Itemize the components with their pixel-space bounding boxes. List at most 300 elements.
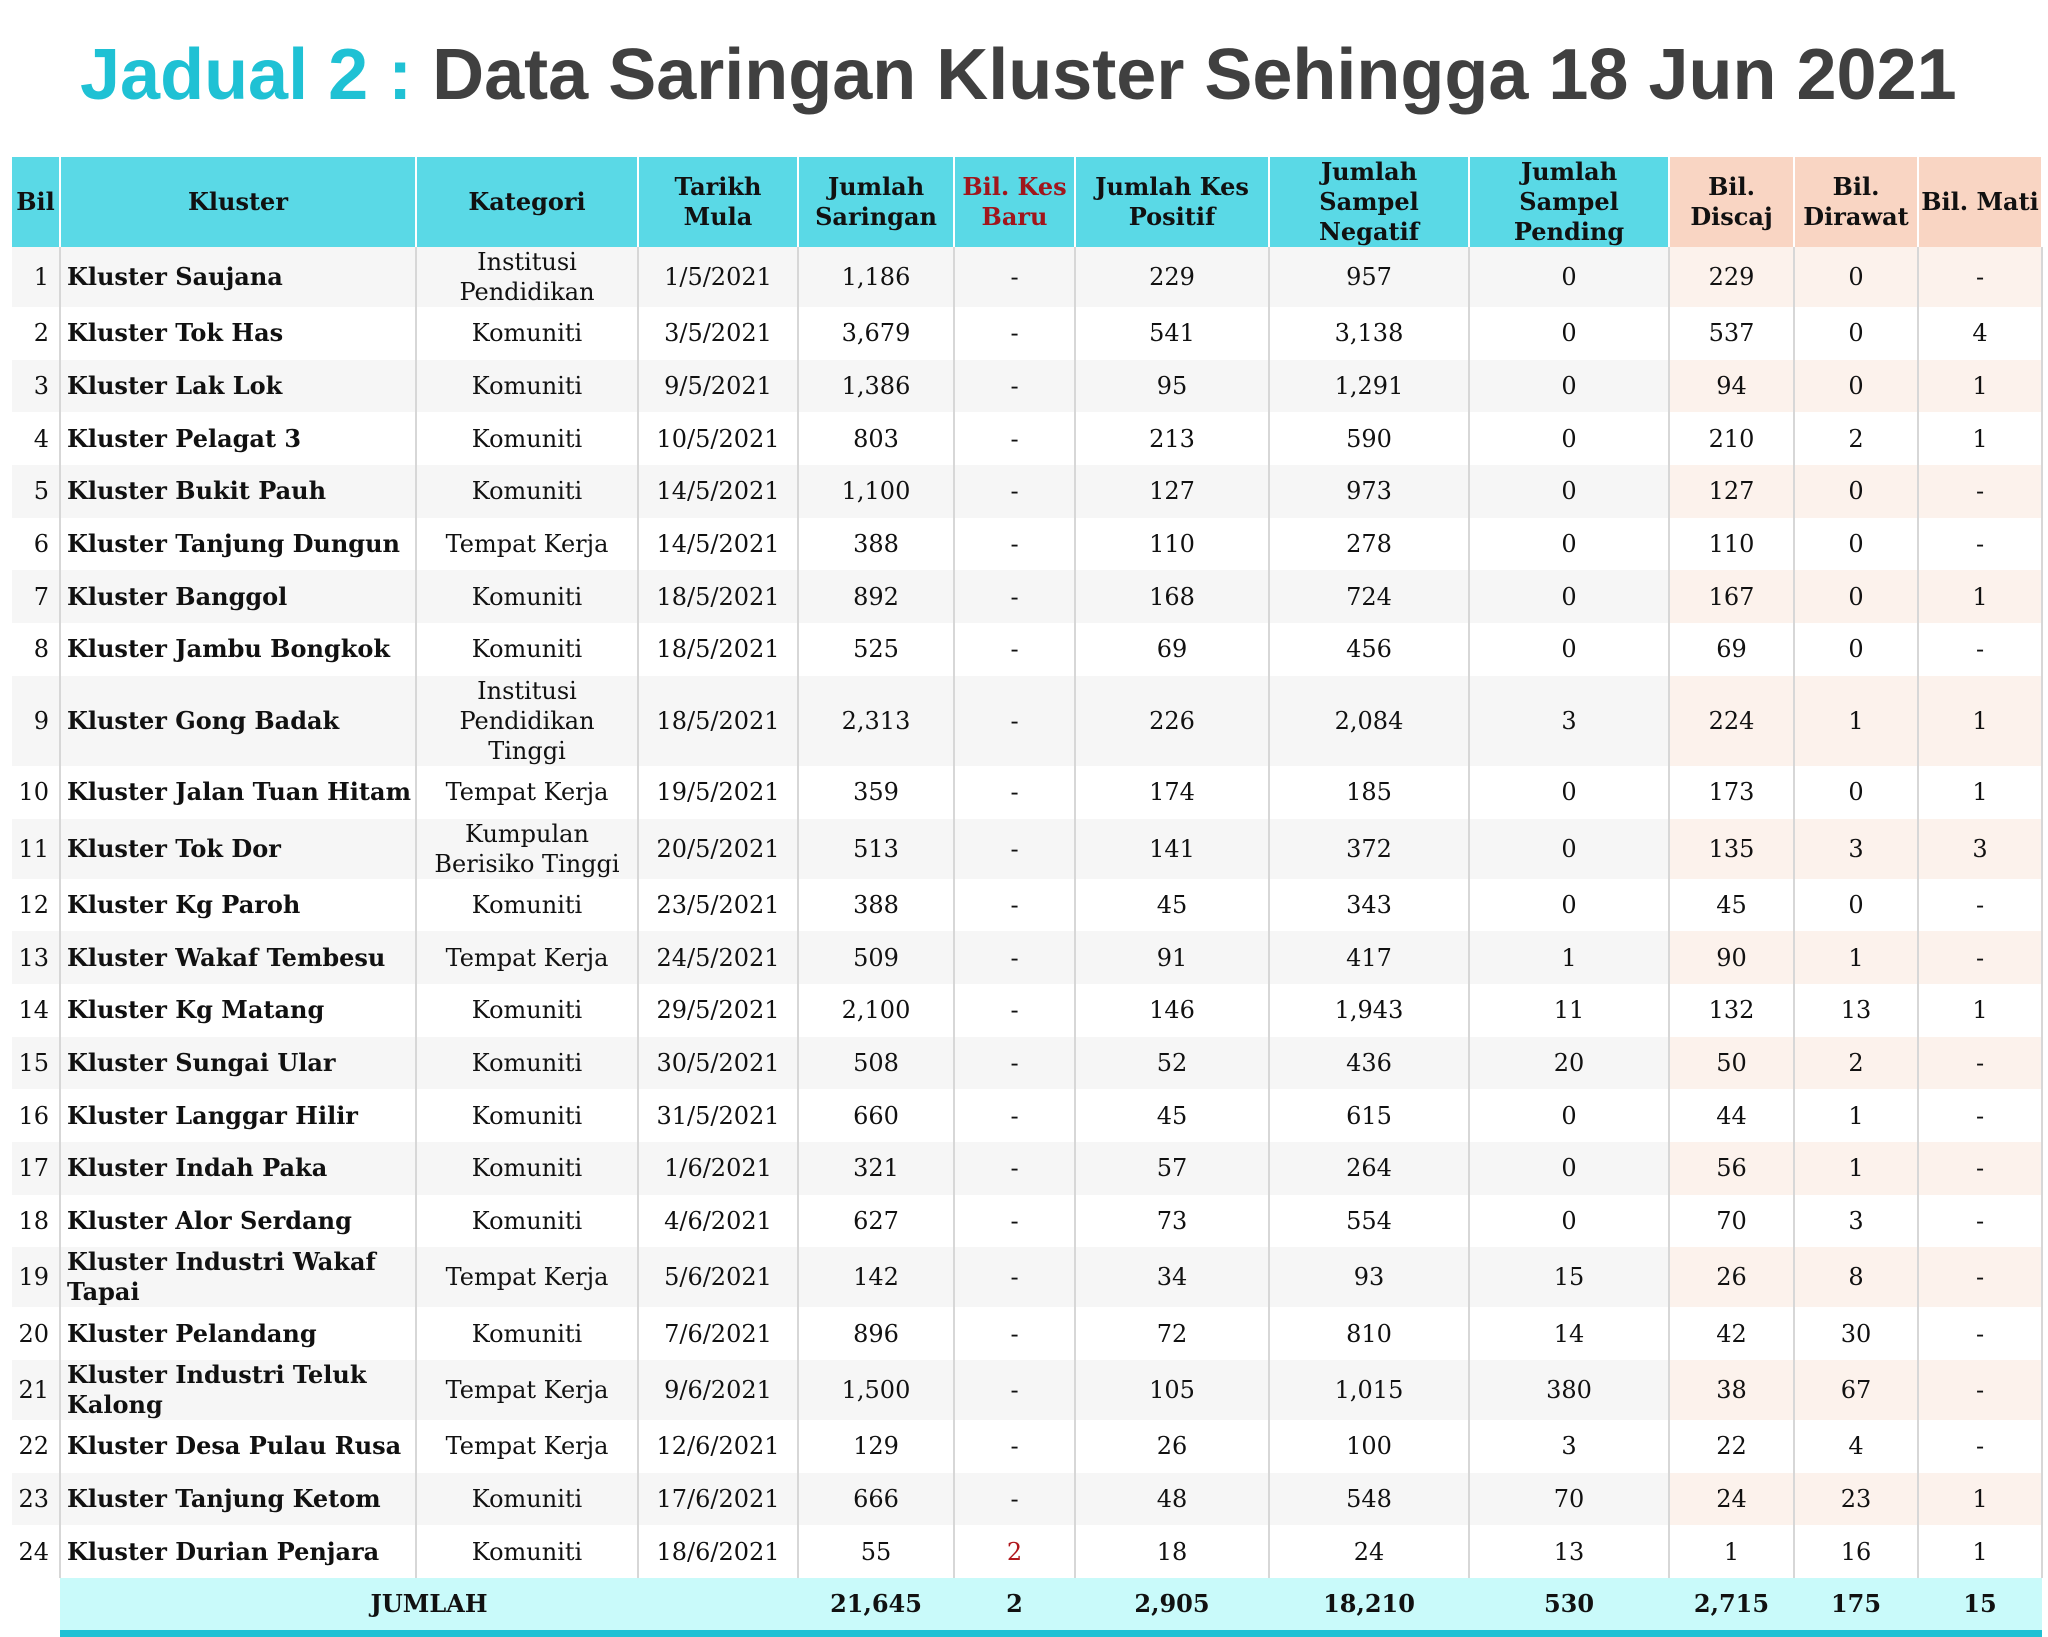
cell-tarikh: 9/6/2021 [638, 1360, 798, 1420]
cell-kes-baru: - [954, 766, 1075, 819]
cell-kategori: Komuniti [416, 1142, 638, 1195]
cell-kes-baru: - [954, 247, 1075, 307]
cell-kes-baru: - [954, 984, 1075, 1037]
cell-saringan: 129 [798, 1420, 954, 1473]
cell-negatif: 973 [1269, 465, 1469, 518]
cell-pending: 70 [1469, 1473, 1669, 1526]
cell-pending: 15 [1469, 1247, 1669, 1307]
cell-dirawat: 2 [1794, 1037, 1918, 1090]
cell-bil: 22 [12, 1420, 60, 1473]
cell-kluster: Kluster Tanjung Dungun [60, 518, 416, 571]
cell-positif: 168 [1075, 570, 1269, 623]
cell-kes-baru: - [954, 1142, 1075, 1195]
cell-discaj: 94 [1669, 360, 1794, 413]
cell-pending: 0 [1469, 518, 1669, 571]
col-header-kluster: Kluster [60, 157, 416, 247]
cell-kluster: Kluster Tanjung Ketom [60, 1473, 416, 1526]
total-negatif: 18,210 [1269, 1578, 1469, 1634]
cell-kategori: Komuniti [416, 879, 638, 932]
cell-kategori: Institusi Pendidikan Tinggi [416, 676, 638, 766]
cell-negatif: 615 [1269, 1089, 1469, 1142]
table-row [12, 1195, 2042, 1248]
cell-kluster: Kluster Industri Wakaf Tapai [60, 1247, 416, 1307]
cell-dirawat: 1 [1794, 676, 1918, 766]
table-row [12, 412, 2042, 465]
cell-pending: 0 [1469, 819, 1669, 879]
table-row [12, 879, 2042, 932]
cell-kategori: Komuniti [416, 1525, 638, 1578]
cell-kluster: Kluster Banggol [60, 570, 416, 623]
page-title [80, 30, 1957, 120]
cell-tarikh: 14/5/2021 [638, 518, 798, 571]
cell-discaj: 50 [1669, 1037, 1794, 1090]
cell-positif: 127 [1075, 465, 1269, 518]
cell-discaj: 56 [1669, 1142, 1794, 1195]
cell-negatif: 24 [1269, 1525, 1469, 1578]
cell-saringan: 892 [798, 570, 954, 623]
cell-saringan: 896 [798, 1307, 954, 1360]
cell-kes-baru: - [954, 307, 1075, 360]
cell-saringan: 388 [798, 879, 954, 932]
cell-discaj: 22 [1669, 1420, 1794, 1473]
cell-bil: 1 [12, 247, 60, 307]
cell-tarikh: 23/5/2021 [638, 879, 798, 932]
cell-pending: 0 [1469, 247, 1669, 307]
cell-positif: 146 [1075, 984, 1269, 1037]
cell-pending: 0 [1469, 623, 1669, 676]
cluster-table [12, 157, 2043, 1637]
cell-dirawat: 0 [1794, 766, 1918, 819]
cell-mati: 1 [1918, 412, 2042, 465]
cell-kategori: Tempat Kerja [416, 1420, 638, 1473]
cell-kluster: Kluster Indah Paka [60, 1142, 416, 1195]
table-row [12, 247, 2042, 307]
cell-positif: 45 [1075, 1089, 1269, 1142]
cell-kluster: Kluster Tok Dor [60, 819, 416, 879]
cell-negatif: 2,084 [1269, 676, 1469, 766]
cell-dirawat: 0 [1794, 247, 1918, 307]
cell-pending: 0 [1469, 360, 1669, 413]
cell-bil: 7 [12, 570, 60, 623]
cell-kluster: Kluster Desa Pulau Rusa [60, 1420, 416, 1473]
cell-kluster: Kluster Gong Badak [60, 676, 416, 766]
total-positif: 2,905 [1075, 1578, 1269, 1634]
cell-dirawat: 2 [1794, 412, 1918, 465]
cell-kes-baru: - [954, 819, 1075, 879]
cell-negatif: 1,291 [1269, 360, 1469, 413]
cell-positif: 48 [1075, 1473, 1269, 1526]
cell-bil: 12 [12, 879, 60, 932]
cell-pending: 0 [1469, 879, 1669, 932]
cell-discaj: 132 [1669, 984, 1794, 1037]
col-header-saringan: Jumlah Saringan [798, 157, 954, 247]
cell-discaj: 26 [1669, 1247, 1794, 1307]
cell-kluster: Kluster Saujana [60, 247, 416, 307]
cell-mati: - [1918, 1360, 2042, 1420]
cell-tarikh: 7/6/2021 [638, 1307, 798, 1360]
cell-kes-baru: - [954, 1247, 1075, 1307]
cell-dirawat: 67 [1794, 1360, 1918, 1420]
cell-discaj: 45 [1669, 879, 1794, 932]
cell-positif: 141 [1075, 819, 1269, 879]
cell-discaj: 70 [1669, 1195, 1794, 1248]
total-discaj: 2,715 [1669, 1578, 1794, 1634]
cell-kategori: Tempat Kerja [416, 518, 638, 571]
cell-bil: 23 [12, 1473, 60, 1526]
cell-mati: - [1918, 518, 2042, 571]
cell-kes-baru: - [954, 465, 1075, 518]
table-row [12, 1037, 2042, 1090]
cell-tarikh: 14/5/2021 [638, 465, 798, 518]
cell-dirawat: 3 [1794, 819, 1918, 879]
cell-discaj: 90 [1669, 931, 1794, 984]
cell-tarikh: 29/5/2021 [638, 984, 798, 1037]
cell-dirawat: 16 [1794, 1525, 1918, 1578]
cell-tarikh: 12/6/2021 [638, 1420, 798, 1473]
cell-kluster: Kluster Kg Matang [60, 984, 416, 1037]
cell-bil: 16 [12, 1089, 60, 1142]
cell-positif: 226 [1075, 676, 1269, 766]
cell-bil: 11 [12, 819, 60, 879]
table-row [12, 465, 2042, 518]
cell-negatif: 724 [1269, 570, 1469, 623]
cell-discaj: 127 [1669, 465, 1794, 518]
cell-saringan: 2,100 [798, 984, 954, 1037]
table-row [12, 984, 2042, 1037]
cell-kategori: Komuniti [416, 412, 638, 465]
cell-pending: 0 [1469, 1195, 1669, 1248]
table-row [12, 570, 2042, 623]
cell-saringan: 359 [798, 766, 954, 819]
cell-positif: 18 [1075, 1525, 1269, 1578]
table-row [12, 1247, 2042, 1307]
cell-dirawat: 1 [1794, 931, 1918, 984]
cell-saringan: 2,313 [798, 676, 954, 766]
cell-positif: 174 [1075, 766, 1269, 819]
cell-kluster: Kluster Wakaf Tembesu [60, 931, 416, 984]
cell-mati: - [1918, 1420, 2042, 1473]
cell-dirawat: 23 [1794, 1473, 1918, 1526]
cell-discaj: 110 [1669, 518, 1794, 571]
cell-mati: 1 [1918, 676, 2042, 766]
cell-bil: 9 [12, 676, 60, 766]
cell-kategori: Komuniti [416, 465, 638, 518]
col-header-negatif: Jumlah Sampel Negatif [1269, 157, 1469, 247]
cell-bil: 24 [12, 1525, 60, 1578]
cell-bil: 13 [12, 931, 60, 984]
cell-pending: 0 [1469, 1142, 1669, 1195]
cell-dirawat: 4 [1794, 1420, 1918, 1473]
cell-saringan: 1,186 [798, 247, 954, 307]
cell-kluster: Kluster Industri Teluk Kalong [60, 1360, 416, 1420]
cell-kluster: Kluster Lak Lok [60, 360, 416, 413]
cell-negatif: 957 [1269, 247, 1469, 307]
cell-saringan: 3,679 [798, 307, 954, 360]
cell-dirawat: 0 [1794, 879, 1918, 932]
cell-bil: 10 [12, 766, 60, 819]
total-dirawat: 175 [1794, 1578, 1918, 1634]
cell-positif: 34 [1075, 1247, 1269, 1307]
cell-kluster: Kluster Jalan Tuan Hitam [60, 766, 416, 819]
table-row [12, 1360, 2042, 1420]
cell-negatif: 1,015 [1269, 1360, 1469, 1420]
cell-negatif: 278 [1269, 518, 1469, 571]
total-blank-cell [12, 1578, 60, 1634]
cell-pending: 20 [1469, 1037, 1669, 1090]
cell-negatif: 554 [1269, 1195, 1469, 1248]
cell-positif: 95 [1075, 360, 1269, 413]
cell-pending: 380 [1469, 1360, 1669, 1420]
cell-kategori: Tempat Kerja [416, 766, 638, 819]
cell-discaj: 224 [1669, 676, 1794, 766]
cell-mati: 1 [1918, 570, 2042, 623]
cell-kategori: Komuniti [416, 623, 638, 676]
col-header-kes-baru: Bil. Kes Baru [954, 157, 1075, 247]
cell-dirawat: 8 [1794, 1247, 1918, 1307]
cell-dirawat: 0 [1794, 518, 1918, 571]
cell-saringan: 1,500 [798, 1360, 954, 1420]
cell-kategori: Tempat Kerja [416, 1247, 638, 1307]
cell-kategori: Komuniti [416, 1037, 638, 1090]
cell-kes-baru: - [954, 360, 1075, 413]
cell-dirawat: 0 [1794, 623, 1918, 676]
table-row [12, 931, 2042, 984]
cell-pending: 3 [1469, 676, 1669, 766]
cell-saringan: 627 [798, 1195, 954, 1248]
cell-discaj: 537 [1669, 307, 1794, 360]
cell-mati: - [1918, 1307, 2042, 1360]
col-header-positif: Jumlah Kes Positif [1075, 157, 1269, 247]
cell-saringan: 525 [798, 623, 954, 676]
cell-positif: 73 [1075, 1195, 1269, 1248]
cell-kategori: Institusi Pendidikan [416, 247, 638, 307]
cell-pending: 3 [1469, 1420, 1669, 1473]
col-header-pending: Jumlah Sampel Pending [1469, 157, 1669, 247]
cell-kes-baru: - [954, 1420, 1075, 1473]
table-row [12, 1089, 2042, 1142]
cell-negatif: 810 [1269, 1307, 1469, 1360]
cell-kluster: Kluster Alor Serdang [60, 1195, 416, 1248]
total-kes-baru: 2 [954, 1578, 1075, 1634]
cell-saringan: 321 [798, 1142, 954, 1195]
cell-discaj: 173 [1669, 766, 1794, 819]
cell-negatif: 264 [1269, 1142, 1469, 1195]
cell-tarikh: 18/5/2021 [638, 676, 798, 766]
header-row [12, 157, 2042, 247]
cell-kes-baru: - [954, 623, 1075, 676]
title-main: Data Saringan Kluster Sehingga 18 Jun 2021 [432, 35, 1957, 115]
cell-pending: 0 [1469, 766, 1669, 819]
cell-kluster: Kluster Tok Has [60, 307, 416, 360]
cell-saringan: 55 [798, 1525, 954, 1578]
cell-kategori: Komuniti [416, 984, 638, 1037]
table-row [12, 623, 2042, 676]
table-row [12, 1307, 2042, 1360]
cell-kategori: Komuniti [416, 307, 638, 360]
cell-tarikh: 4/6/2021 [638, 1195, 798, 1248]
cell-dirawat: 1 [1794, 1089, 1918, 1142]
cell-mati: - [1918, 1089, 2042, 1142]
col-header-dirawat: Bil. Dirawat [1794, 157, 1918, 247]
cell-bil: 21 [12, 1360, 60, 1420]
cell-pending: 14 [1469, 1307, 1669, 1360]
cell-positif: 69 [1075, 623, 1269, 676]
cell-dirawat: 30 [1794, 1307, 1918, 1360]
cell-kes-baru: - [954, 1037, 1075, 1090]
cell-kategori: Komuniti [416, 1089, 638, 1142]
col-header-discaj: Bil. Discaj [1669, 157, 1794, 247]
cell-positif: 45 [1075, 879, 1269, 932]
cell-kluster: Kluster Kg Paroh [60, 879, 416, 932]
cell-negatif: 590 [1269, 412, 1469, 465]
cell-pending: 0 [1469, 307, 1669, 360]
cell-tarikh: 1/5/2021 [638, 247, 798, 307]
cell-positif: 52 [1075, 1037, 1269, 1090]
cell-kategori: Komuniti [416, 1307, 638, 1360]
cell-kategori: Komuniti [416, 360, 638, 413]
cell-dirawat: 0 [1794, 360, 1918, 413]
cell-dirawat: 0 [1794, 570, 1918, 623]
cell-kes-baru: - [954, 931, 1075, 984]
cell-kes-baru: - [954, 676, 1075, 766]
cell-mati: - [1918, 1142, 2042, 1195]
cell-kluster: Kluster Jambu Bongkok [60, 623, 416, 676]
cell-bil: 15 [12, 1037, 60, 1090]
cell-negatif: 372 [1269, 819, 1469, 879]
table-row [12, 1473, 2042, 1526]
total-saringan: 21,645 [798, 1578, 954, 1634]
cell-kluster: Kluster Pelandang [60, 1307, 416, 1360]
cell-positif: 57 [1075, 1142, 1269, 1195]
cell-positif: 72 [1075, 1307, 1269, 1360]
cell-tarikh: 24/5/2021 [638, 931, 798, 984]
cell-tarikh: 18/5/2021 [638, 570, 798, 623]
cell-saringan: 1,100 [798, 465, 954, 518]
cell-mati: - [1918, 879, 2042, 932]
cell-pending: 0 [1469, 570, 1669, 623]
cell-saringan: 388 [798, 518, 954, 571]
cell-dirawat: 1 [1794, 1142, 1918, 1195]
cell-negatif: 456 [1269, 623, 1469, 676]
cell-bil: 18 [12, 1195, 60, 1248]
cell-kes-baru: - [954, 412, 1075, 465]
cell-tarikh: 5/6/2021 [638, 1247, 798, 1307]
cell-tarikh: 31/5/2021 [638, 1089, 798, 1142]
cell-tarikh: 10/5/2021 [638, 412, 798, 465]
cell-mati: 1 [1918, 360, 2042, 413]
cell-saringan: 1,386 [798, 360, 954, 413]
cell-tarikh: 3/5/2021 [638, 307, 798, 360]
cell-negatif: 417 [1269, 931, 1469, 984]
cell-kes-baru: - [954, 1195, 1075, 1248]
cell-discaj: 167 [1669, 570, 1794, 623]
table-row [12, 676, 2042, 766]
total-row [12, 1578, 2042, 1634]
table-row [12, 518, 2042, 571]
col-header-kategori: Kategori [416, 157, 638, 247]
cell-tarikh: 18/5/2021 [638, 623, 798, 676]
table-row [12, 1420, 2042, 1473]
cell-kategori: Tempat Kerja [416, 931, 638, 984]
cell-negatif: 3,138 [1269, 307, 1469, 360]
cell-kluster: Kluster Sungai Ular [60, 1037, 416, 1090]
cell-bil: 17 [12, 1142, 60, 1195]
col-header-mati: Bil. Mati [1918, 157, 2042, 247]
cell-saringan: 803 [798, 412, 954, 465]
cell-positif: 91 [1075, 931, 1269, 984]
cell-tarikh: 30/5/2021 [638, 1037, 798, 1090]
cell-bil: 3 [12, 360, 60, 413]
cell-kes-baru: - [954, 1089, 1075, 1142]
total-pending: 530 [1469, 1578, 1669, 1634]
table-row [12, 360, 2042, 413]
cell-discaj: 42 [1669, 1307, 1794, 1360]
cell-mati: - [1918, 931, 2042, 984]
cell-discaj: 38 [1669, 1360, 1794, 1420]
cell-kes-baru: - [954, 879, 1075, 932]
cell-saringan: 666 [798, 1473, 954, 1526]
cell-bil: 5 [12, 465, 60, 518]
cell-positif: 105 [1075, 1360, 1269, 1420]
cell-positif: 213 [1075, 412, 1269, 465]
cell-dirawat: 13 [1794, 984, 1918, 1037]
cell-mati: - [1918, 247, 2042, 307]
cell-dirawat: 0 [1794, 465, 1918, 518]
cell-kes-baru: - [954, 1307, 1075, 1360]
cell-saringan: 660 [798, 1089, 954, 1142]
table-row [12, 819, 2042, 879]
cell-bil: 2 [12, 307, 60, 360]
cell-tarikh: 9/5/2021 [638, 360, 798, 413]
cell-kluster: Kluster Pelagat 3 [60, 412, 416, 465]
cell-tarikh: 20/5/2021 [638, 819, 798, 879]
cell-negatif: 100 [1269, 1420, 1469, 1473]
cell-mati: - [1918, 1037, 2042, 1090]
cell-saringan: 509 [798, 931, 954, 984]
cell-negatif: 185 [1269, 766, 1469, 819]
cell-discaj: 44 [1669, 1089, 1794, 1142]
cell-kes-baru: 2 [954, 1525, 1075, 1578]
cell-bil: 8 [12, 623, 60, 676]
cell-positif: 541 [1075, 307, 1269, 360]
cell-discaj: 69 [1669, 623, 1794, 676]
cell-bil: 4 [12, 412, 60, 465]
cell-discaj: 24 [1669, 1473, 1794, 1526]
total-mati: 15 [1918, 1578, 2042, 1634]
cell-bil: 20 [12, 1307, 60, 1360]
cell-kluster: Kluster Durian Penjara [60, 1525, 416, 1578]
cell-positif: 110 [1075, 518, 1269, 571]
cell-kategori: Kumpulan Berisiko Tinggi [416, 819, 638, 879]
cell-saringan: 513 [798, 819, 954, 879]
cell-mati: 1 [1918, 984, 2042, 1037]
cell-mati: - [1918, 1247, 2042, 1307]
cell-mati: 1 [1918, 1473, 2042, 1526]
table-row [12, 307, 2042, 360]
cell-positif: 229 [1075, 247, 1269, 307]
cell-pending: 0 [1469, 465, 1669, 518]
cell-mati: 1 [1918, 1525, 2042, 1578]
cell-kategori: Komuniti [416, 1195, 638, 1248]
cell-kes-baru: - [954, 570, 1075, 623]
cell-kategori: Komuniti [416, 570, 638, 623]
cell-pending: 13 [1469, 1525, 1669, 1578]
cell-dirawat: 3 [1794, 1195, 1918, 1248]
cell-kes-baru: - [954, 518, 1075, 571]
cell-tarikh: 18/6/2021 [638, 1525, 798, 1578]
cell-dirawat: 0 [1794, 307, 1918, 360]
cell-negatif: 93 [1269, 1247, 1469, 1307]
